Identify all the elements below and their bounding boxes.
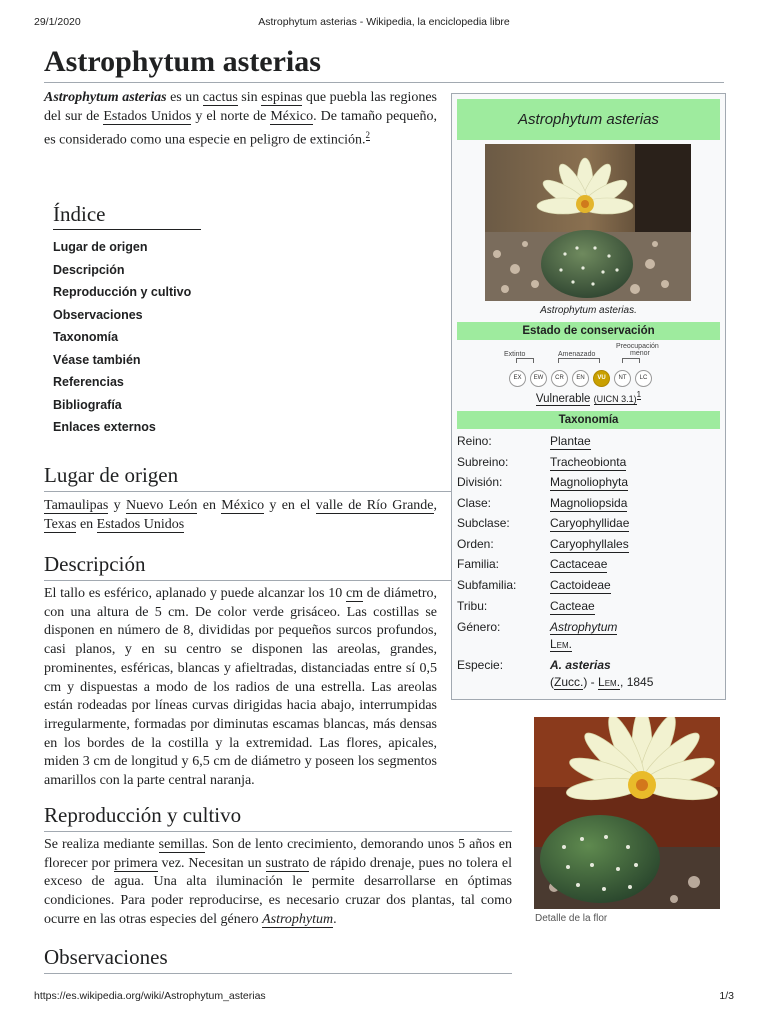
taxonomy-row	[457, 598, 720, 618]
flower-photo[interactable]	[534, 717, 720, 909]
label-least-concern-2: menor	[630, 350, 650, 357]
reproduccion-text: Se realiza mediante	[44, 837, 159, 852]
link-genero[interactable]: Astrophytum	[550, 620, 618, 634]
link-texas[interactable]: Texas	[44, 516, 77, 532]
taxonomy-row	[457, 536, 720, 556]
tax-key: Subfamilia:	[457, 578, 517, 592]
link-espinas[interactable]: espinas	[261, 90, 303, 105]
toc-item[interactable]: Véase también	[53, 352, 141, 367]
print-header	[34, 16, 734, 30]
tax-value-link[interactable]: Caryophyllales	[550, 537, 629, 551]
flower-caption: Detalle de la flor	[535, 913, 608, 924]
tax-value-link[interactable]: Cactoideae	[550, 578, 611, 592]
cactus-photo-image	[485, 144, 691, 301]
toc-item[interactable]: Bibliografía	[53, 397, 122, 412]
print-page-title: Astrophytum asterias - Wikipedia, la enciclopedia libre	[258, 16, 510, 28]
link-vulnerable[interactable]: Vulnerable	[535, 392, 591, 405]
toc-item[interactable]: Lugar de origen	[53, 240, 148, 254]
toc-title: Índice	[53, 201, 201, 230]
link-genero-author[interactable]: Lem.	[550, 637, 573, 651]
infobox	[451, 93, 726, 700]
taxonomy-row-especie	[457, 657, 720, 693]
conservation-heading: Estado de conservación	[457, 322, 720, 340]
intro-text: que puebla las regiones del sur de	[44, 90, 437, 124]
cons-ew: EW	[530, 370, 547, 387]
origen-text: en	[197, 498, 222, 513]
tax-value-link[interactable]: Caryophyllidae	[550, 516, 630, 530]
reproduccion-text: de rápido drenaje, pues no tolera el exceso de agua. Una alta iluminación le permite desarrollarse en óptimas condiciones. Para poder reproducirse, es necesario cruzar dos plantas, tal como ocurre en las otras especies del género	[44, 855, 512, 927]
tax-value-link[interactable]: Magnoliopsida	[550, 496, 628, 510]
toc-item[interactable]: Referencias	[53, 375, 124, 389]
infobox-title: Astrophytum asterias	[457, 99, 720, 140]
tax-value-link[interactable]: Cactaceae	[550, 557, 608, 571]
link-cactus[interactable]: cactus	[202, 90, 238, 105]
link-semillas[interactable]: semillas	[158, 837, 205, 852]
species-year: , 1845	[620, 675, 654, 689]
descripcion-text: de diámetro, con una altura de 5 cm. De color verde grisáceo. Las costillas se disponen en número de 8, divididas por pequeños surcos profundos, casi planos, y en su centro se disponen las areolas, grandes, prominentes, esféricas, blancas y afieltradas, distanciadas entre sí 0,5 cm y dispuestas a modo de los radios de una estrella. Las areolas están rodeadas por líneas curvas dirigidas hacia abajo, interrumpidas irregularmente, formadas por diminutas escamas blancas, más densas en los bordes de la costilla y la extremidad. Las flores, apicales, miden 3 cm de longitud y 6,5 cm de diámetro y poseen los segmentos amarillos con la parte central naranja.	[44, 586, 437, 789]
cons-nt: NT	[614, 370, 631, 387]
toc-item[interactable]: Observaciones	[53, 307, 143, 322]
toc-item[interactable]: Reproducción y cultivo	[53, 285, 192, 299]
link-sustrato[interactable]: sustrato	[265, 855, 310, 871]
ref-link-1[interactable]: 1	[636, 390, 642, 399]
print-footer	[34, 990, 734, 1004]
print-url: https://es.wikipedia.org/wiki/Astrophytum_asterias	[34, 990, 266, 1002]
tax-value-link[interactable]: Cacteae	[550, 599, 595, 613]
tax-key: División:	[457, 475, 503, 489]
taxonomy-heading: Taxonomía	[457, 411, 720, 429]
bracket-least	[622, 358, 640, 363]
intro-text: . De tamaño pequeño, es considerado como una especie en peligro de extinción.	[44, 109, 438, 148]
origen-text: y	[108, 498, 126, 513]
taxonomy-row	[457, 515, 720, 535]
intro-text: y el norte de	[191, 109, 271, 124]
tax-key: Reino:	[457, 434, 492, 448]
tax-key: Subreino:	[457, 455, 509, 469]
taxonomy-row	[457, 474, 720, 494]
link-astrophytum[interactable]: Astrophytum	[262, 911, 334, 927]
tax-value-link[interactable]: Magnoliophyta	[550, 475, 629, 489]
ref-link[interactable]: 2	[365, 130, 370, 140]
intro-text: sin	[237, 90, 262, 105]
taxonomy-row	[457, 454, 720, 474]
intro-paragraph	[44, 88, 437, 150]
bracket-extinct	[516, 358, 534, 363]
tax-key: Clase:	[457, 496, 492, 510]
link-cm[interactable]: cm	[345, 586, 364, 601]
cons-vu: VU	[593, 370, 610, 387]
print-page-number: 1/3	[719, 990, 734, 1002]
tax-key: Familia:	[457, 557, 500, 571]
cons-lc: LC	[635, 370, 652, 387]
tax-key: Especie:	[457, 658, 504, 672]
link-author-lem[interactable]: Lem.	[598, 675, 621, 689]
cactus-photo[interactable]	[485, 144, 691, 301]
link-tamaulipas[interactable]: Tamaulipas	[44, 498, 109, 513]
taxonomy-row-genero	[457, 619, 720, 655]
tax-value-link[interactable]: Plantae	[550, 434, 591, 448]
label-least-concern-1: Preocupación	[616, 343, 659, 350]
taxonomy-row	[457, 556, 720, 576]
tax-value-link[interactable]: Tracheobionta	[550, 455, 627, 469]
link-primera[interactable]: primera	[114, 855, 158, 871]
intro-text: es un	[166, 90, 203, 105]
heading-observaciones: Observaciones	[44, 944, 512, 974]
intro-bold-name: Astrophytum asterias	[44, 90, 167, 105]
conservation-status	[452, 390, 725, 405]
label-threatened: Amenazado	[558, 351, 596, 358]
link-estados-unidos[interactable]: Estados Unidos	[103, 109, 192, 124]
taxonomy-row	[457, 495, 720, 515]
link-valle-rio-grande[interactable]: valle de Río Grande	[315, 498, 434, 513]
origen-text: ,	[433, 498, 438, 513]
cons-ex: EX	[509, 370, 526, 387]
heading-reproduccion: Reproducción y cultivo	[44, 802, 512, 832]
reproduccion-text: . Son de lento crecimiento, demorando unos 5 años en florecer por	[44, 837, 512, 871]
page-title: Astrophytum asterias	[44, 44, 724, 83]
taxonomy-row	[457, 577, 720, 597]
flower-photo-image	[534, 717, 720, 909]
heading-lugar-de-origen: Lugar de origen	[44, 462, 512, 492]
link-mexico[interactable]: México	[270, 109, 314, 124]
link-estados-unidos-2[interactable]: Estados Unidos	[96, 516, 185, 532]
tax-key: Orden:	[457, 537, 494, 551]
tax-key: Género:	[457, 620, 501, 634]
cons-en: EN	[572, 370, 589, 387]
reproduccion-text: .	[333, 911, 337, 927]
species-name: A. asterias	[550, 658, 611, 672]
print-date: 29/1/2020	[34, 16, 81, 28]
heading-descripcion: Descripción	[44, 551, 512, 581]
origen-text: y en el	[264, 498, 316, 513]
tax-key: Tribu:	[457, 599, 488, 613]
link-author-zucc[interactable]: Zucc.	[554, 675, 584, 689]
link-mexico-2[interactable]: México	[221, 498, 265, 513]
origen-paragraph	[44, 497, 437, 534]
reproduccion-paragraph	[44, 836, 512, 930]
origen-text: en	[76, 516, 97, 532]
bracket-threatened	[558, 358, 600, 363]
table-of-contents	[53, 201, 203, 441]
toc-list	[53, 238, 203, 441]
toc-item[interactable]: Enlaces externos	[53, 420, 156, 434]
descripcion-text: El tallo es esférico, aplanado y puede alcanzar los 10	[44, 586, 346, 601]
reproduccion-text: vez. Necesitan un	[157, 855, 266, 871]
link-uicn[interactable]: (UICN 3.1)	[593, 393, 637, 404]
taxonomy-row	[457, 433, 720, 453]
cons-cr: CR	[551, 370, 568, 387]
species-authors: (Zucc.) - Lem., 1845	[550, 675, 654, 689]
toc-item[interactable]: Descripción	[53, 262, 125, 277]
link-nuevo-leon[interactable]: Nuevo León	[126, 498, 198, 513]
tax-key: Subclase:	[457, 516, 510, 530]
photo-caption: Astrophytum asterias.	[540, 305, 637, 316]
toc-item[interactable]: Taxonomía	[53, 330, 119, 344]
descripcion-paragraph	[44, 585, 437, 789]
label-extinct: Extinto	[504, 351, 526, 358]
